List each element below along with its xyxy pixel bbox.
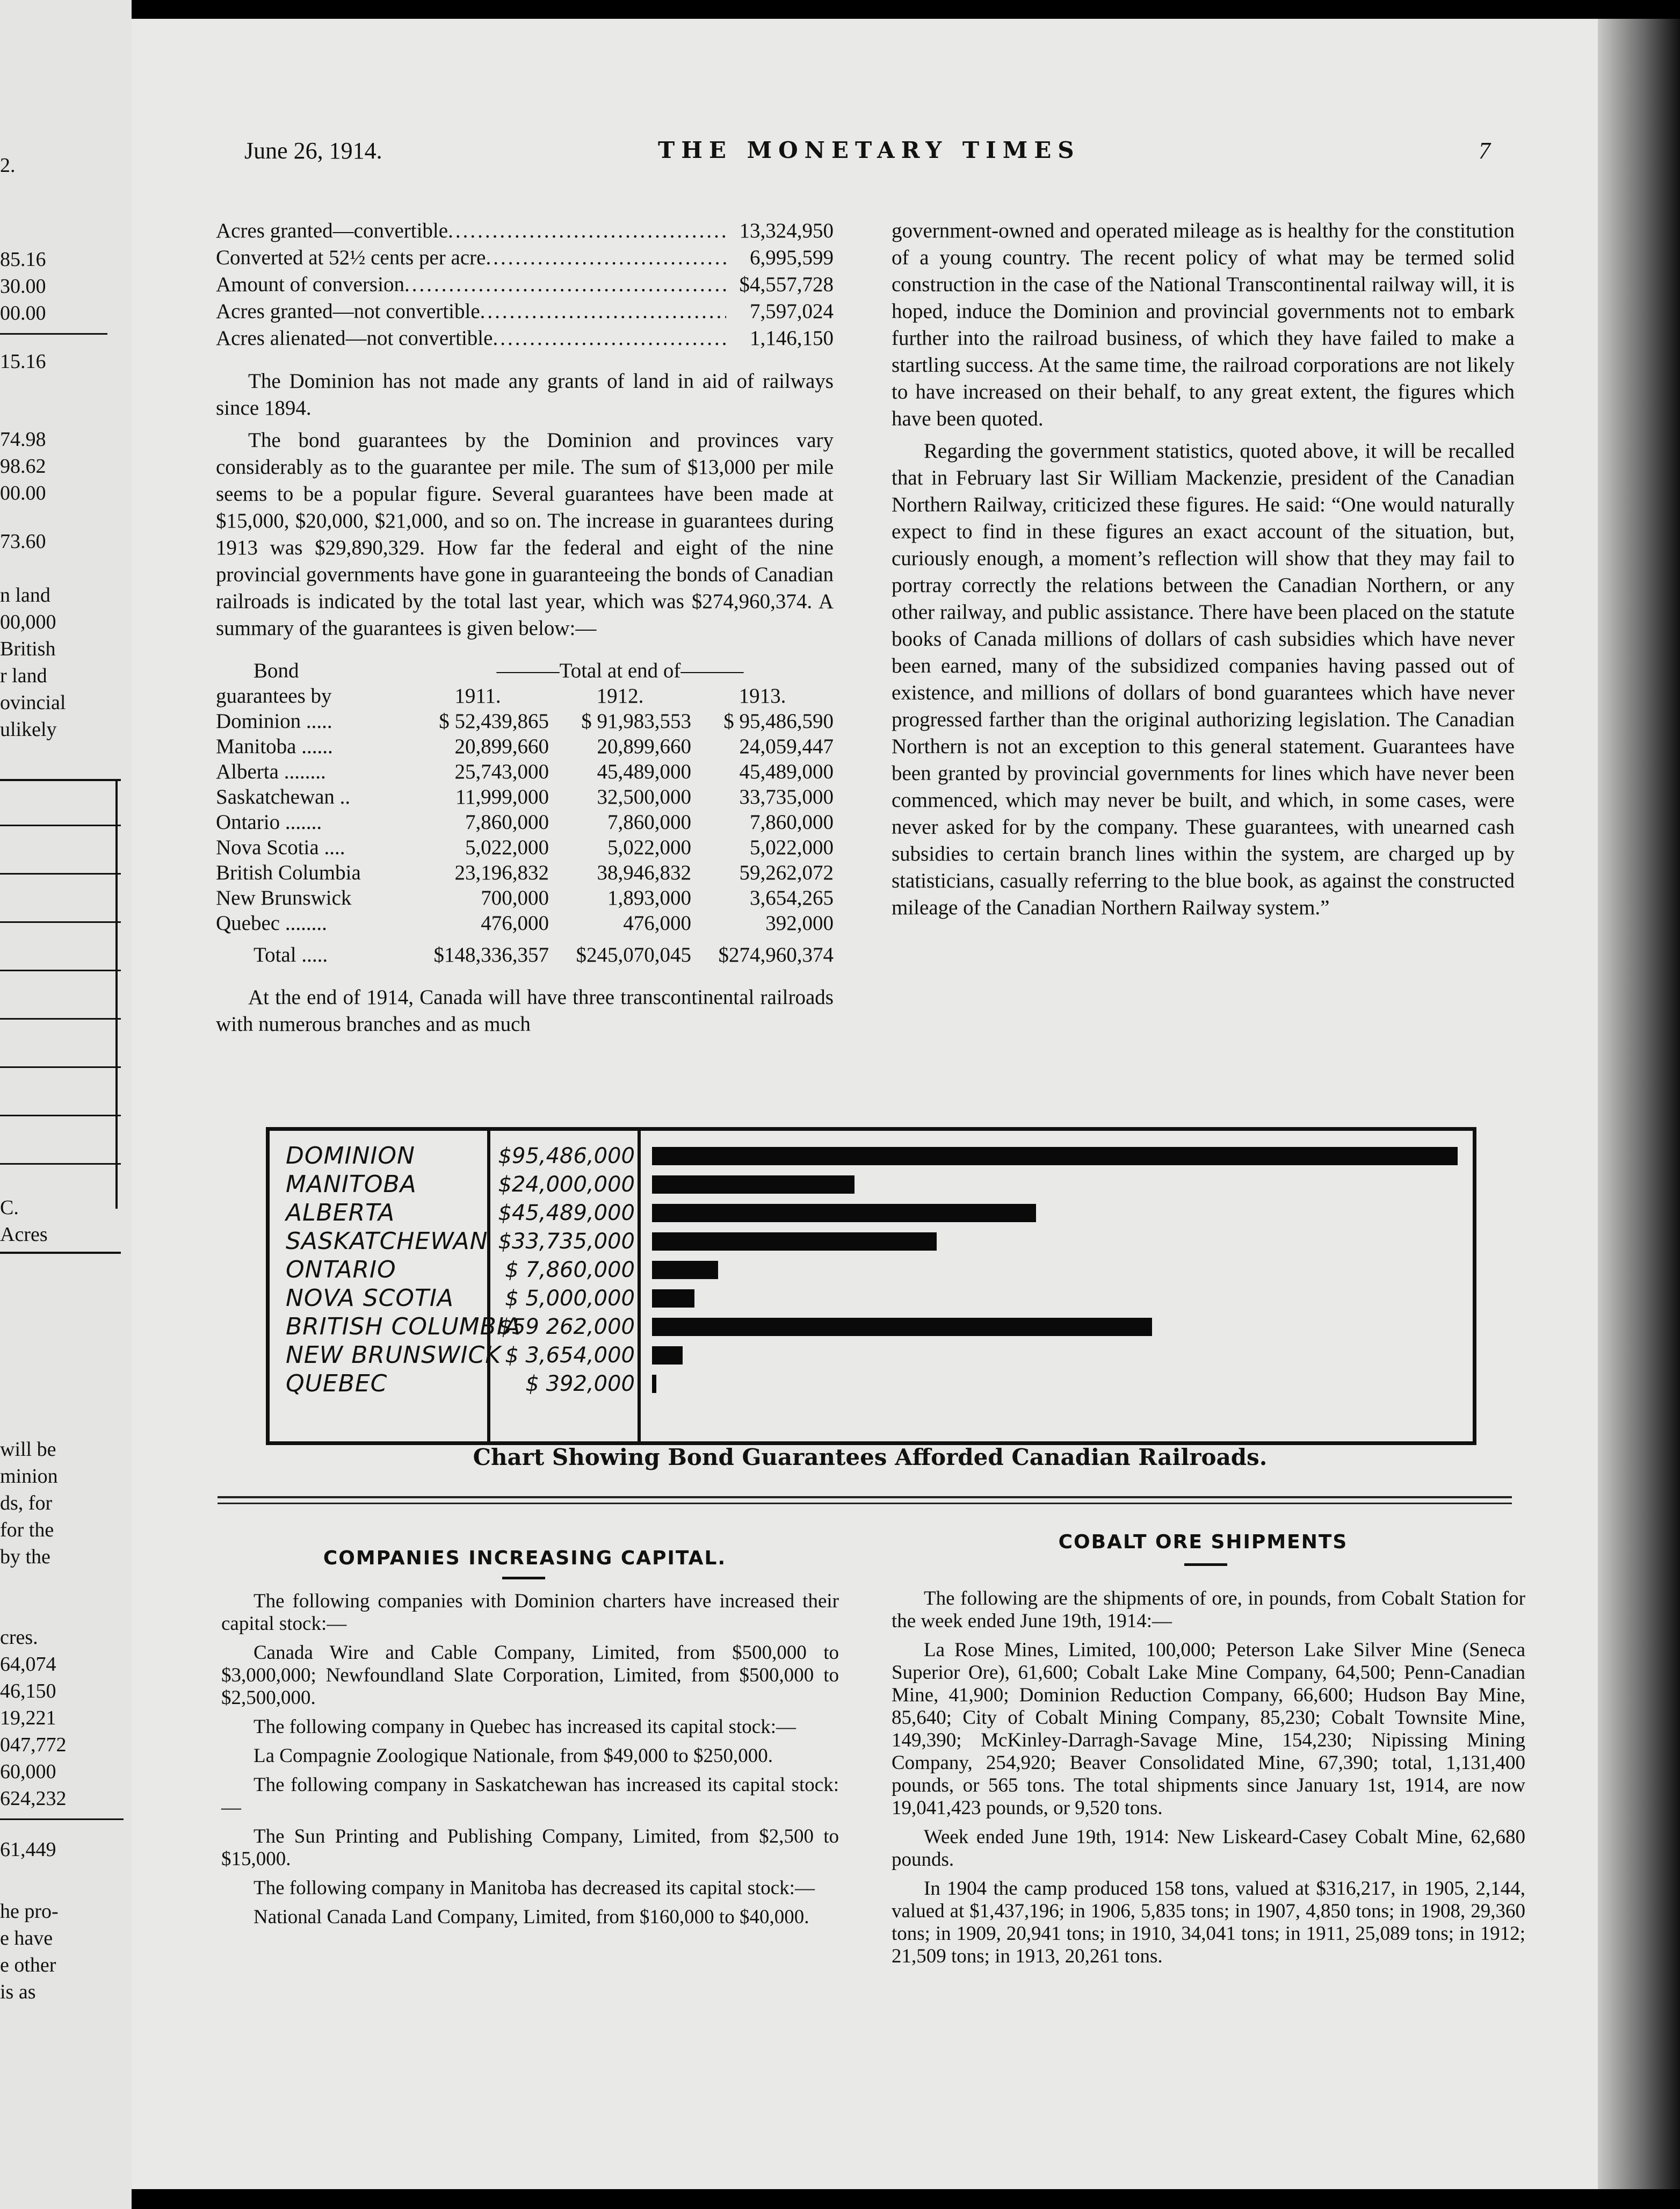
chart-value-label: $95,486,000 [498,1144,635,1168]
paragraph: The Sun Printing and Publishing Company, Limited, from $2,500 to $15,000. [221,1825,839,1870]
chart-bar [652,1289,694,1308]
paragraph: government-owned and operated mileage as is healthy for the constitution of a young country. The recent policy of what may be termed solid construction in the case of the National Transcontinental railway will, it is hoped, induce the Dominion and provincial governments not to embark further into the railroad business, of which they have failed to make a startling success. At the same time, the railroad corporations are not likely to have increased on their behalf, to any great extent, the figures which have been quoted. [892,219,1515,430]
strip-rule [0,1252,121,1254]
guarantee-value: 45,489,000 [597,760,691,783]
paragraph: Week ended June 19th, 1914: New Liskeard-Casey Cobalt Mine, 62,680 pounds. [892,1826,1525,1871]
table-row [216,734,834,759]
province-name: New Brunswick [216,886,352,909]
chart-bar [652,1318,1152,1336]
acres-row [216,218,834,244]
guarantee-value: 38,946,832 [597,861,691,884]
strip-text: 98.62 [0,455,46,478]
paragraph: National Canada Land Company, Limited, from $160,000 to $40,000. [254,1906,809,1928]
guarantee-value: 3,654,265 [750,886,834,909]
page-number: 7 [1479,138,1490,164]
strip-text: 00.00 [0,482,46,504]
chart-bar [652,1232,937,1251]
strip-rule [115,779,118,1209]
guarantee-value: 45,489,000 [739,760,834,783]
strip-rule [0,921,121,923]
paragraph: In 1904 the camp produced 158 tons, valued at $316,217, in 1905, 2,144, valued at $1,437,196; in 1906, 5,835 tons; in 1907, 4,850 tons; in 1908, 29,360 tons; in 1909, 20,941 tons; in 1910, 34,041 tons; in 1911, 25,089 tons; in 1912; 21,509 tons; in 1913, 20,261 tons. [892,1878,1525,1967]
acres-label: Acres granted—not convertible [216,300,480,323]
chart-value-label: $59 262,000 [498,1315,635,1339]
paragraph: The following companies with Dominion charters have increased their capital stock:— [221,1590,839,1635]
acres-value: 7,597,024 [750,300,834,323]
adjacent-page-strip [0,0,132,2209]
year-header: 1913. [738,684,786,708]
table-row [216,709,834,734]
chart-caption: Chart Showing Bond Guarantees Afforded Canadian Railroads. [473,1444,1268,1470]
guarantee-value: 392,000 [765,912,834,935]
table-header: guarantees by [216,684,332,708]
strip-text: British [0,638,56,660]
chart-bar [652,1261,718,1279]
paragraph: Canada Wire and Cable Company, Limited, from $500,000 to $3,000,000; Newfoundland Slate Corporation, Limited, from $500,000 to $2,500,000. [221,1642,839,1709]
dot-leader [493,325,726,352]
guarantee-value: $ 91,983,553 [581,710,691,733]
strip-text: 00.00 [0,302,46,324]
chart-category-label: ALBERTA [286,1199,395,1226]
acres-row [216,244,834,271]
paragraph: The following company in Manitoba has decreased its capital stock:— [254,1877,815,1899]
strip-text: 2. [0,154,16,177]
table-row [216,885,834,911]
guarantee-value: 7,860,000 [750,811,834,834]
strip-rule [0,873,121,875]
strip-text: ulikely [0,718,57,741]
chart-category-label: QUEBEC [286,1370,388,1397]
bond-guarantees-chart [266,1127,1476,1445]
paragraph: La Rose Mines, Limited, 100,000; Peterson Lake Silver Mine (Seneca Superior Ore), 61,600; Cobalt Lake Mine Company, 64,500; Penn-Canadian Mine, 41,900; Dominion Reduction Company, 66,600; Hudson Bay Mine, 85,640; City of Cobalt Mining Company, 85,230; Cobalt Townsite Mine, 149,390; McKinley-Darragh-Savage Mine, 154,230; Nipissing Mining Company, 254,920; Beaver Consolidated Mine, 67,390; total, 1,131,400 pounds, or 565 tons. The total shipments since January 1st, 1914, are now 19,041,423 pounds, or 9,520 tons. [892,1639,1525,1819]
chart-value-label: $ 7,860,000 [505,1258,635,1282]
paragraph: The bond guarantees by the Dominion and provinces vary considerably as to the guarantee per mile. The sum of $13,000 per mile seems to be a popular figure. Several guarantees have been made at $15,000, $20,000, $21,000, and so on. The increase in guarantees during 1913 was $29,890,329. How far the federal and eight of the nine provincial governments have gone in guaranteeing the bonds of Canadian railroads is indicated by the total last year, which was $274,960,374. A summary of the guarantees is given below:— [216,429,834,640]
chart-bar [652,1175,855,1194]
province-name: Ontario ....... [216,811,322,834]
chart-bar [652,1204,1036,1222]
companies-section [221,1590,839,1935]
guarantee-value: 33,735,000 [739,785,834,808]
guarantee-value: 1,893,000 [607,886,691,909]
strip-rule [0,970,121,971]
table-header: Bond [254,659,299,682]
guarantee-value: 7,860,000 [607,811,691,834]
strip-text: 74.98 [0,428,46,451]
chart-category-label: DOMINION [286,1142,415,1170]
left-column [216,218,834,1043]
strip-text: 61,449 [0,1838,56,1861]
section-rule [218,1503,1512,1504]
table-row [216,911,834,936]
province-name: Alberta ........ [216,760,326,783]
guarantee-value: 7,860,000 [465,811,549,834]
table-row [216,810,834,835]
table-group-header: ———Total at end of——— [496,659,744,682]
publication-title: THE MONETARY TIMES [658,137,1081,163]
chart-category-label: NOVA SCOTIA [286,1284,454,1312]
strip-text: by the [0,1546,50,1568]
guarantee-value: 11,999,000 [455,785,549,808]
strip-text: ovincial [0,691,66,714]
province-name: Quebec ........ [216,912,327,935]
bond-guarantees-table [216,658,834,973]
issue-date: June 26, 1914. [244,138,382,164]
chart-category-label: BRITISH COLUMBIA [286,1313,521,1340]
chart-category-label: ONTARIO [286,1256,396,1283]
section-rule [218,1496,1512,1498]
guarantee-value: $ 52,439,865 [439,710,549,733]
guarantee-value: 23,196,832 [454,861,549,884]
chart-value-label: $ 392,000 [525,1371,635,1396]
strip-text: ds, for [0,1492,53,1514]
dot-leader [404,271,726,298]
right-column [892,218,1515,927]
paragraph: The Dominion has not made any grants of land in aid of railways since 1894. [216,370,834,420]
chart-value-label: $45,489,000 [498,1201,635,1225]
acres-row [216,325,834,352]
strip-text: for the [0,1519,54,1541]
strip-rule [0,1163,121,1165]
guarantee-value: 20,899,660 [597,735,691,758]
chart-category-label: SASKATCHEWAN [286,1228,488,1255]
strip-text: r land [0,665,47,687]
table-row [216,784,834,810]
table-row [216,835,834,860]
table-row [216,860,834,885]
guarantee-value: $ 95,486,590 [723,710,834,733]
dot-leader [486,244,726,271]
total-value: $274,960,374 [718,943,834,966]
strip-text: 15.16 [0,350,46,373]
strip-text: 85.16 [0,248,46,271]
guarantee-value: 32,500,000 [597,785,691,808]
guarantee-value: 5,022,000 [750,836,834,859]
strip-text: 30.00 [0,275,46,298]
guarantee-value: 59,262,072 [739,861,834,884]
guarantee-value: 476,000 [623,912,691,935]
total-value: $245,070,045 [576,943,691,966]
chart-category-label: NEW BRUNSWICK [286,1341,502,1369]
strip-text: 00,000 [0,611,56,633]
cobalt-section [892,1587,1525,1974]
paragraph: The following are the shipments of ore, in pounds, from Cobalt Station for the week ended June 19th, 1914:— [892,1587,1525,1632]
guarantee-value: 5,022,000 [607,836,691,859]
strip-text: 19,221 [0,1707,56,1729]
companies-heading: COMPANIES INCREASING CAPITAL. [323,1547,727,1569]
acres-value: 13,324,950 [739,219,834,242]
strip-text: minion [0,1465,58,1488]
total-label: Total ..... [254,943,328,966]
paragraph: At the end of 1914, Canada will have three transcontinental railroads with numerous branches and as much [216,986,834,1036]
strip-text: 047,772 [0,1734,67,1756]
page-edge-shadow [1598,19,1680,2189]
strip-text: he pro- [0,1900,59,1923]
province-name: Saskatchewan .. [216,785,351,808]
chart-bar [652,1346,683,1365]
strip-text: 624,232 [0,1787,67,1810]
acres-table [216,218,834,352]
guarantee-value: 20,899,660 [454,735,549,758]
year-header: 1912. [596,684,644,708]
paragraph: La Compagnie Zoologique Nationale, from $49,000 to $250,000. [254,1745,773,1767]
guarantee-value: 476,000 [481,912,549,935]
strip-rule [0,1115,121,1116]
paragraph: The following company in Saskatchewan has increased its capital stock:— [221,1774,839,1818]
acres-value: 6,995,599 [750,246,834,269]
strip-text: C. [0,1196,19,1219]
table-row [216,759,834,784]
province-name: British Columbia [216,861,361,884]
strip-text: will be [0,1438,56,1461]
chart-bar [652,1375,656,1393]
strip-text: 60,000 [0,1760,56,1783]
acres-row [216,271,834,298]
chart-value-label: $ 5,000,000 [505,1286,635,1311]
strip-text: 64,074 [0,1653,56,1676]
province-name: Nova Scotia .... [216,836,345,859]
acres-label: Acres granted—convertible [216,219,448,242]
province-name: Manitoba ...... [216,735,333,758]
guarantee-value: 5,022,000 [465,836,549,859]
strip-text: 46,150 [0,1680,56,1702]
dot-leader [480,298,726,325]
strip-text: is as [0,1981,36,2003]
strip-text: e other [0,1954,56,1976]
strip-rule [0,825,121,826]
guarantee-value: 700,000 [481,886,549,909]
heading-rule [502,1577,545,1579]
year-header: 1911. [454,684,501,708]
paragraph: The following company in Quebec has increased its capital stock:— [254,1716,796,1738]
strip-text: Acres [0,1223,48,1246]
strip-rule [0,1018,121,1020]
strip-text: cres. [0,1626,38,1649]
strip-text: e have [0,1927,53,1950]
chart-value-label: $ 3,654,000 [505,1343,635,1368]
acres-row [216,298,834,325]
strip-text: n land [0,584,50,607]
guarantee-value: 24,059,447 [739,735,834,758]
strip-rule [0,1066,121,1068]
chart-value-label: $24,000,000 [498,1172,635,1197]
province-name: Dominion ..... [216,710,332,733]
heading-rule [1184,1563,1227,1566]
strip-rule [0,333,107,335]
strip-rule [0,1818,124,1820]
acres-value: 1,146,150 [750,327,834,350]
paragraph: Regarding the government statistics, quoted above, it will be recalled that in February last Sir William Mackenzie, president of the Canadian Northern Railway, criticized these figures. He said: “One would naturally expect to find in these figures an exact account of the situation, but, curiously enough, a moment’s reflection will show that they may fail to portray correctly the relations between the Canadian Northern, or any other railway, and public assistance. There have been placed on the statute books of Canada millions of dollars of cash subsidies which have never been earned, many of the subsidized companies having passed out of existence, and millions of dollars of bond guarantees which have never progressed farther than the original authorizing legislation. The Canadian Northern is not an exception to this general statement. Guarantees have been granted by provincial governments for lines which have never been commenced, which may never be built, and which, in some cases, were never asked for by the company. These guarantees, with unearned cash subsidies to certain branch lines within the system, are charged up by statisticians, casually referring to the blue book, as against the constructed mileage of the Canadian Northern Railway system.” [892,439,1515,919]
total-value: $148,336,357 [433,943,549,966]
dot-leader [448,218,726,244]
chart-category-label: MANITOBA [286,1171,417,1198]
acres-label: Acres alienated—not convertible [216,327,493,350]
acres-label: Converted at 52½ cents per acre [216,246,486,269]
strip-text: 73.60 [0,530,46,553]
cobalt-heading: COBALT ORE SHIPMENTS [1058,1531,1348,1553]
strip-rule [0,779,121,781]
chart-bar [652,1147,1458,1165]
page-header [244,137,1490,169]
chart-value-label: $33,735,000 [498,1229,635,1254]
guarantee-value: 25,743,000 [454,760,549,783]
acres-label: Amount of conversion [216,273,404,296]
acres-value: $4,557,728 [739,273,834,296]
